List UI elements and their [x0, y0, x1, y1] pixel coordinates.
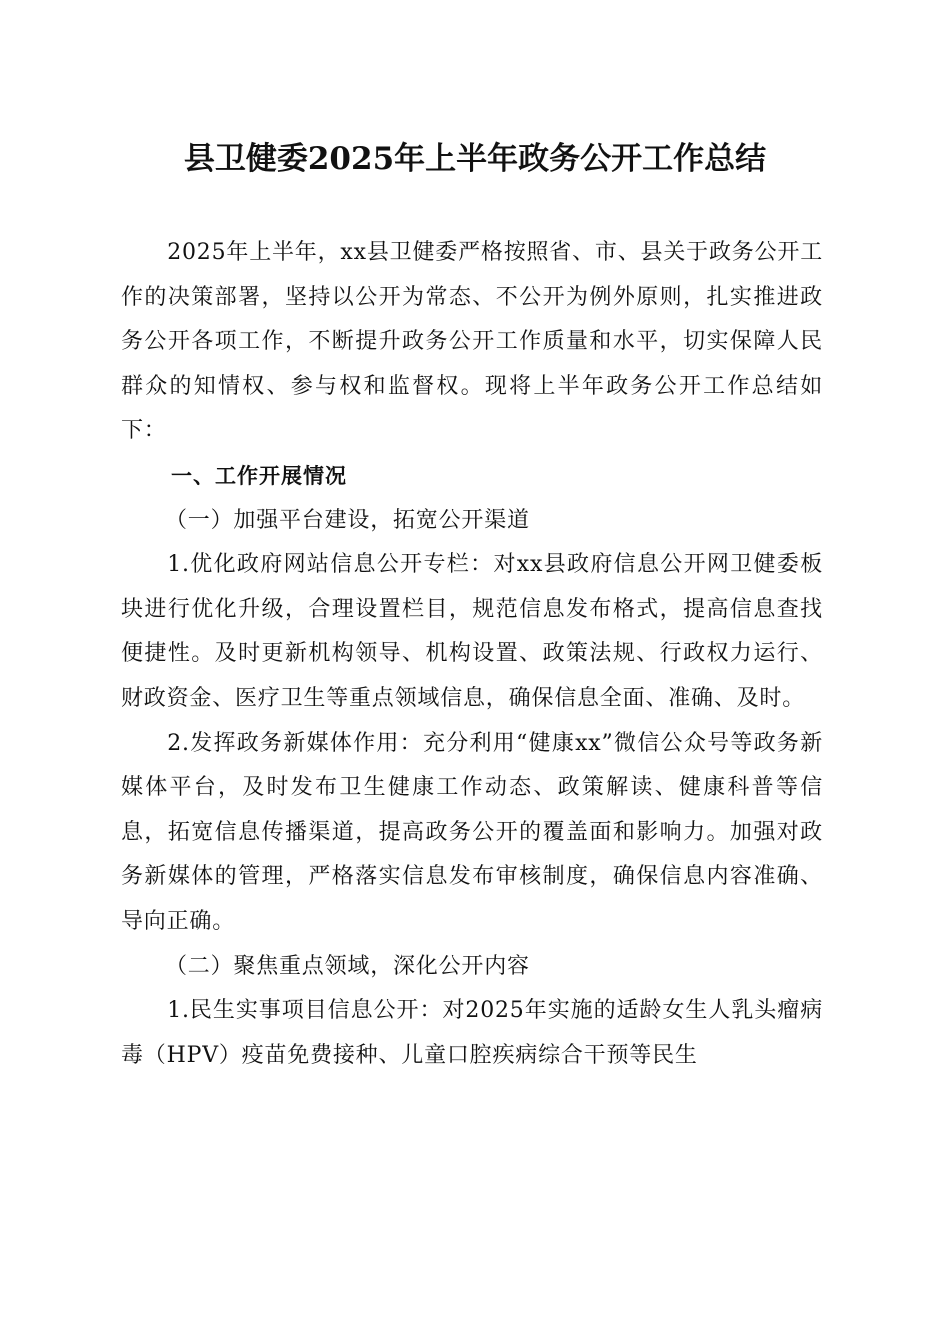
paragraph: 2.发挥政务新媒体作用：充分利用“健康xx”微信公众号等政务新媒体平台，及时发布卫生健康工作动态、政策解读、健康科普等信息，拓宽信息传播渠道，提高政务公开的覆盖面和影响力。加强对政务新媒体的管理，严格落实信息发布审核制度，确保信息内容准确、导向正确。: [121, 730, 823, 934]
paragraph: 1.民生实事项目信息公开：对2025年实施的适龄女生人乳头瘤病毒（HPV）疫苗免费接种、儿童口腔疾病综合干预等民生: [121, 998, 823, 1068]
paragraph: 1.优化政府网站信息公开专栏：对xx县政府信息公开网卫健委板块进行优化升级，合理设置栏目，规范信息发布格式，提高信息查找便捷性。及时更新机构领导、机构设置、政策法规、行政权力运行、财政资金、医疗卫生等重点领域信息，确保信息全面、准确、及时。: [121, 552, 823, 711]
subsection-heading: （二）聚焦重点领域，深化公开内容: [165, 953, 530, 979]
subsection-heading: （一）加强平台建设，拓宽公开渠道: [165, 507, 530, 533]
section-heading: 一、工作开展情况: [171, 463, 347, 488]
intro-paragraph: 2025年上半年，xx县卫健委严格按照省、市、县关于政务公开工作的决策部署，坚持以公开为常态、不公开为例外原则，扎实推进政务公开各项工作，不断提升政务公开工作质量和水平，切实保障人民群众的知情权、参与权和监督权。现将上半年政务公开工作总结如下：: [121, 240, 823, 444]
document-body: [121, 231, 823, 1078]
document-title: 县卫健委2025年上半年政务公开工作总结: [183, 141, 767, 177]
